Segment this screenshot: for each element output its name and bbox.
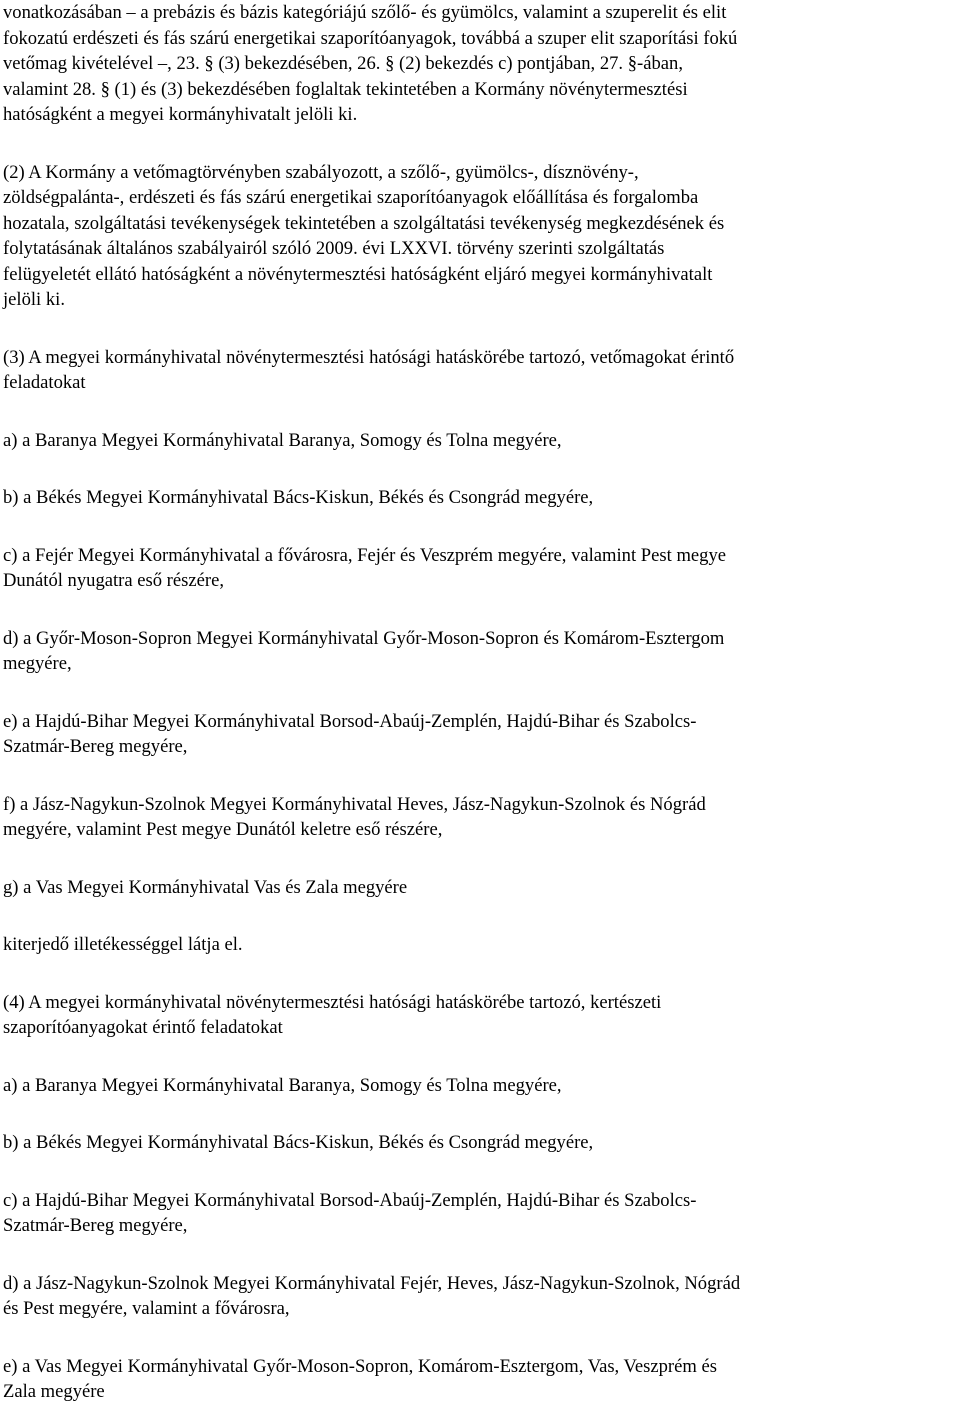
paragraph-3-item-c bbox=[3, 543, 958, 594]
paragraph-gap bbox=[3, 1156, 958, 1188]
text-line: Szatmár-Bereg megyére, bbox=[3, 736, 188, 757]
paragraph-4-item-d bbox=[3, 1271, 958, 1322]
text-line: c) a Fejér Megyei Kormányhivatal a fővárosra, Fejér és Veszprém megyére, valamint Pest megye bbox=[3, 544, 727, 566]
text-line: felügyeletét ellátó hatóságként a növénytermesztési hatóságként eljáró megyei kormányhivatalt bbox=[3, 263, 713, 285]
paragraph-3-item-f bbox=[3, 792, 958, 843]
paragraph-gap bbox=[3, 958, 958, 990]
paragraph-3-item-d bbox=[3, 626, 958, 677]
paragraph-3-item-a bbox=[3, 428, 958, 454]
text-line: e) a Hajdú-Bihar Megyei Kormányhivatal Borsod-Abaúj-Zemplén, Hajdú-Bihar és Szabolcs- bbox=[3, 710, 697, 732]
text-line: Zala megyére bbox=[3, 1381, 105, 1402]
paragraph-gap bbox=[3, 900, 958, 932]
text-line: Szatmár-Bereg megyére, bbox=[3, 1215, 188, 1236]
text-line: zöldségpalánta-, erdészeti és fás szárú energetikai szaporítóanyagok előállítása és forgalomba bbox=[3, 187, 699, 208]
text-line: kiterjedő illetékességgel látja el. bbox=[3, 934, 243, 955]
text-line: a) a Baranya Megyei Kormányhivatal Baranya, Somogy és Tolna megyére, bbox=[3, 429, 562, 451]
paragraph-gap bbox=[3, 128, 958, 160]
text-line: fokozatú erdészeti és fás szárú energetikai szaporítóanyagok, továbbá a szuper elit szaporítási fokú bbox=[3, 27, 738, 49]
text-line: (4) A megyei kormányhivatal növénytermesztési hatósági hatáskörébe tartozó, kertészeti bbox=[3, 991, 662, 1013]
text-line: (2) A Kormány a vetőmagtörvényben szabályozott, a szőlő-, gyümölcs-, dísznövény-, bbox=[3, 161, 639, 183]
paragraph-gap bbox=[3, 1098, 958, 1130]
text-line: f) a Jász-Nagykun-Szolnok Megyei Kormányhivatal Heves, Jász-Nagykun-Szolnok és Nógrád bbox=[3, 793, 706, 815]
text-line: feladatokat bbox=[3, 372, 86, 393]
paragraph-3-closing bbox=[3, 932, 958, 958]
text-line: vetőmag kivételével –, 23. § (3) bekezdésében, 26. § (2) bekezdés c) pontjában, 27. §-ában, bbox=[3, 53, 683, 74]
paragraph-4-item-b bbox=[3, 1130, 958, 1156]
paragraph-gap bbox=[3, 1041, 958, 1073]
text-line: megyére, bbox=[3, 653, 72, 674]
text-line: b) a Békés Megyei Kormányhivatal Bács-Kiskun, Békés és Csongrád megyére, bbox=[3, 487, 594, 508]
paragraph-gap bbox=[3, 594, 958, 626]
paragraph-3 bbox=[3, 345, 958, 396]
text-line: b) a Békés Megyei Kormányhivatal Bács-Kiskun, Békés és Csongrád megyére, bbox=[3, 1132, 594, 1153]
paragraph-intro bbox=[3, 0, 958, 128]
text-line: megyére, valamint Pest megye Dunától keletre eső részére, bbox=[3, 819, 443, 840]
paragraph-gap bbox=[3, 843, 958, 875]
paragraph-gap bbox=[3, 1322, 958, 1354]
text-line: szaporítóanyagokat érintő feladatokat bbox=[3, 1017, 283, 1038]
text-line: e) a Vas Megyei Kormányhivatal Győr-Moson-Sopron, Komárom-Esztergom, Vas, Veszprém és bbox=[3, 1355, 717, 1377]
text-line: Dunától nyugatra eső részére, bbox=[3, 570, 224, 591]
text-line: g) a Vas Megyei Kormányhivatal Vas és Zala megyére bbox=[3, 876, 408, 898]
paragraph-3-item-e bbox=[3, 709, 958, 760]
paragraph-gap bbox=[3, 1239, 958, 1271]
text-line: vonatkozásában – a prebázis és bázis kategóriájú szőlő- és gyümölcs, valamint a szuperelit és elit bbox=[3, 2, 727, 23]
paragraph-gap bbox=[3, 396, 958, 428]
paragraph-4-item-c bbox=[3, 1188, 958, 1239]
text-line: a) a Baranya Megyei Kormányhivatal Baranya, Somogy és Tolna megyére, bbox=[3, 1074, 562, 1096]
text-line: d) a Jász-Nagykun-Szolnok Megyei Kormányhivatal Fejér, Heves, Jász-Nagykun-Szolnok, Nógrád bbox=[3, 1272, 741, 1294]
text-line: jelöli ki. bbox=[3, 289, 65, 310]
paragraph-4 bbox=[3, 990, 958, 1041]
text-line: valamint 28. § (1) és (3) bekezdésében foglaltak tekintetében a Kormány növénytermesztési bbox=[3, 78, 688, 100]
text-line: c) a Hajdú-Bihar Megyei Kormányhivatal Borsod-Abaúj-Zemplén, Hajdú-Bihar és Szabolcs- bbox=[3, 1189, 697, 1211]
text-line: d) a Győr-Moson-Sopron Megyei Kormányhivatal Győr-Moson-Sopron és Komárom-Esztergom bbox=[3, 627, 725, 649]
text-line: hatóságként a megyei kormányhivatalt jelöli ki. bbox=[3, 104, 358, 125]
paragraph-3-item-g bbox=[3, 875, 958, 901]
text-line: hozatala, szolgáltatási tevékenységek tekintetében a szolgáltatási tevékenység megkezdésének és bbox=[3, 212, 725, 234]
paragraph-gap bbox=[3, 453, 958, 485]
paragraph-gap bbox=[3, 313, 958, 345]
document-page bbox=[3, 0, 958, 1405]
paragraph-3-item-b bbox=[3, 485, 958, 511]
text-line: folytatásának általános szabályairól szóló 2009. évi LXXVI. törvény szerinti szolgáltatás bbox=[3, 238, 665, 259]
paragraph-2 bbox=[3, 160, 958, 313]
paragraph-gap bbox=[3, 677, 958, 709]
paragraph-gap bbox=[3, 760, 958, 792]
paragraph-4-item-e bbox=[3, 1354, 958, 1405]
text-line: (3) A megyei kormányhivatal növénytermesztési hatósági hatáskörébe tartozó, vetőmagokat érintő bbox=[3, 346, 735, 368]
paragraph-4-item-a bbox=[3, 1073, 958, 1099]
paragraph-gap bbox=[3, 511, 958, 543]
text-line: és Pest megyére, valamint a fővárosra, bbox=[3, 1298, 290, 1319]
